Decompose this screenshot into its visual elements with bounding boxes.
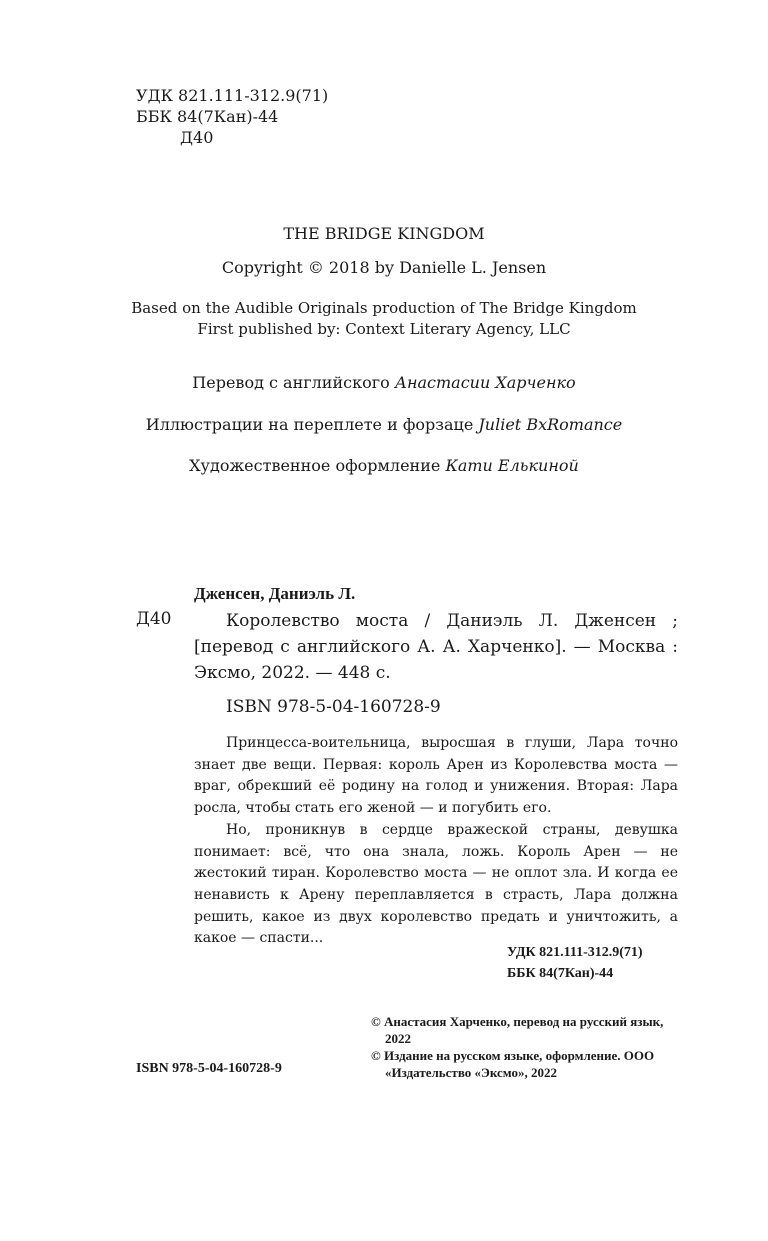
original-title: THE BRIDGE KINGDOM (283, 224, 485, 243)
translator-name: Анастасии Харченко (394, 373, 576, 392)
illustrations-credit (0, 415, 768, 434)
catalog-isbn: ISBN 978-5-04-160728-9 (226, 697, 441, 717)
copyright-translation: © Анастасия Харченко, перевод на русский язык, 2022 (371, 1014, 664, 1046)
udk-code: УДК 821.111-312.9(71) (136, 86, 329, 105)
illustrations-label: Иллюстрации на переплете и форзаце (145, 415, 474, 434)
catalog-description: Королевство моста / Даниэль Л. Дженсен ; [перевод с английского А. А. Харченко]. — Москва : Эксмо, 2022. — 448 с. (194, 611, 678, 683)
based-on-line: Based on the Audible Originals production of The Bridge Kingdom (131, 299, 637, 317)
first-published-line: First published by: Context Literary Agency, LLC (197, 320, 571, 338)
author-mark-code: Д40 (180, 128, 214, 147)
bbk-code: ББК 84(7Кан)-44 (136, 107, 279, 126)
annotation-paragraph-1: Принцесса-воительница, выросшая в глуши, Лара точно знает две вещи. Первая: король Арен из Королевства моста — враг, обрекший её родину на голод и унижения. Вторая: Лара росла, чтобы стать его женой — и погубить его. (194, 735, 678, 817)
design-label: Художественное оформление (189, 456, 441, 475)
footer-isbn: ISBN 978-5-04-160728-9 (136, 1061, 282, 1076)
translation-label: Перевод с английского (192, 373, 390, 392)
design-credit (0, 456, 768, 475)
footer-bbk: ББК 84(7Кан)-44 (507, 966, 614, 981)
original-copyright: Copyright © 2018 by Danielle L. Jensen (221, 258, 547, 277)
footer-copyrights (371, 1013, 681, 1081)
translation-credit (0, 373, 768, 392)
footer-udk: УДК 821.111-312.9(71) (507, 945, 643, 960)
footer-classification (507, 942, 643, 984)
catalog-author: Дженсен, Даниэль Л. (194, 584, 356, 603)
copyright-edition: © Издание на русском языке, оформление. ООО «Издательство «Эксмо», 2022 (371, 1048, 655, 1080)
illustrator-name: Juliet BxRomance (478, 415, 623, 434)
designer-name: Кати Елькиной (445, 456, 579, 475)
catalog-code: Д40 (136, 609, 172, 629)
annotation-paragraph-2: Но, проникнув в сердце вражеской страны, девушка понимает: всё, что она знала, ложь. Король Арен — не жестокий тиран. Королевство моста — не оплот зла. И когда ее ненависть к Арену переплавляется в страсть, Лара должна решить, какое из двух королевство предать и уничтожить, а какое — спасти... (194, 821, 678, 947)
annotation (194, 733, 678, 950)
